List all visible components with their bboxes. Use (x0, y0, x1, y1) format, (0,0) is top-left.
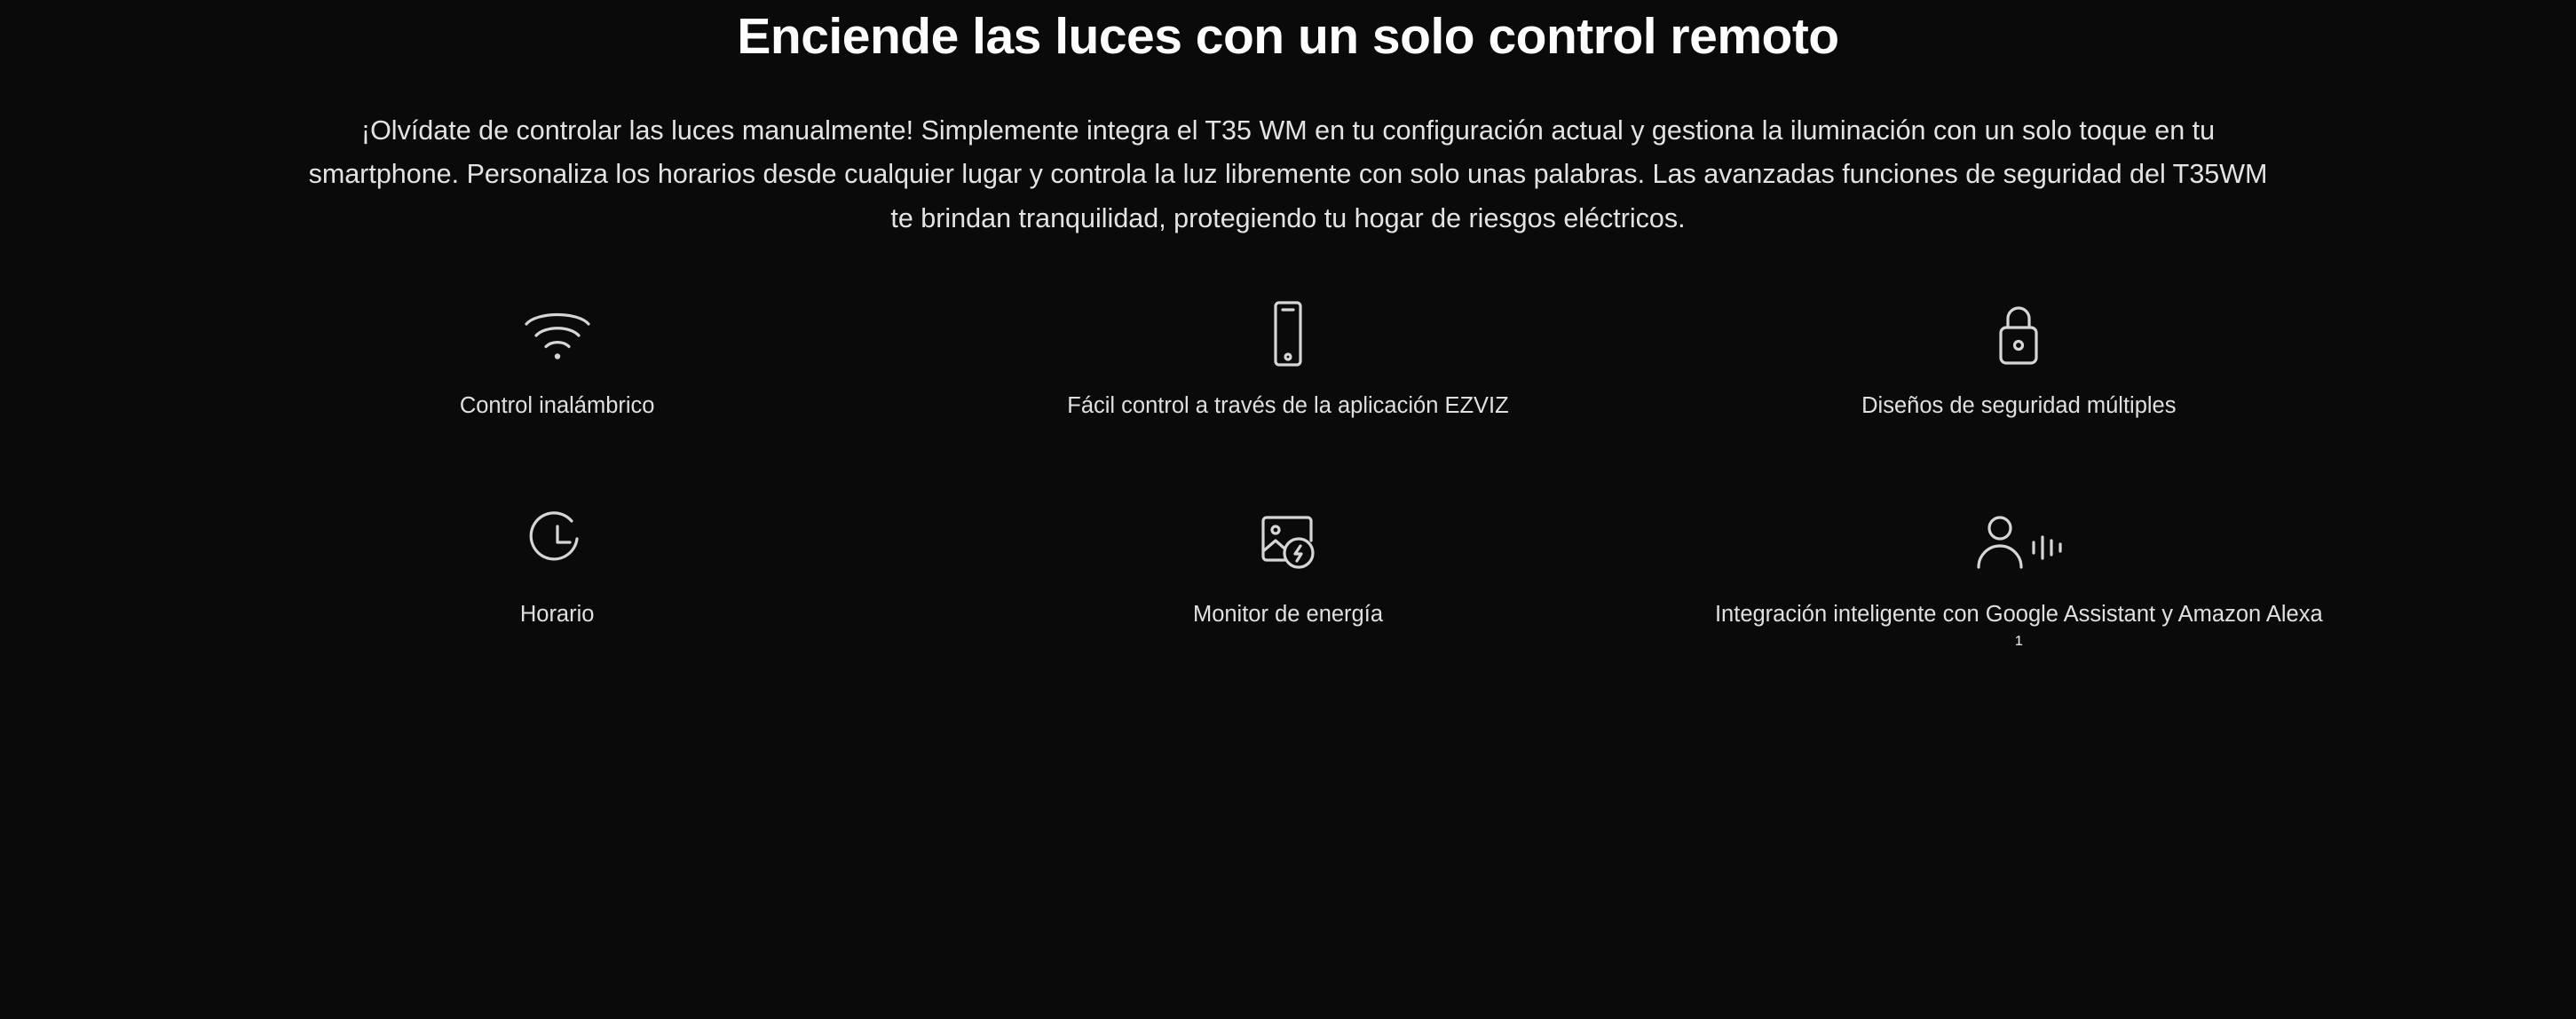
smartphone-icon (1260, 296, 1316, 372)
feature-label: Integración inteligente con Google Assistant y Amazon Alexa ¹ (1714, 601, 2323, 657)
page-title: Enciende las luces con un solo control remoto (737, 8, 1839, 65)
feature-item-app-control (922, 296, 1653, 504)
feature-item-security-designs (1654, 296, 2384, 504)
feature-item-schedule (192, 504, 922, 713)
feature-label: Monitor de energía (1192, 601, 1384, 627)
feature-label: Horario (519, 601, 595, 627)
feature-item-voice-assistant (1654, 504, 2384, 713)
hero-description: ¡Olvídate de controlar las luces manualmente! Simplemente integra el T35 WM en tu configuración actual y gestiona la iluminación con un solo toque en tu smartphone. Personaliza los horarios desde cualquier lugar y controla la luz libremente con solo unas palabras. Las avanzadas funciones de seguridad del T35WM te brindan tranquilidad, protegiendo tu hogar de riesgos eléctricos. (308, 115, 2268, 233)
feature-label: Control inalámbrico (459, 392, 655, 418)
energy-monitor-icon (1254, 504, 1322, 581)
clock-icon (524, 504, 591, 581)
feature-item-energy-monitor (922, 504, 1653, 713)
feature-item-wireless-control (192, 296, 922, 504)
feature-label: Fácil control a través de la aplicación EZVIZ (1067, 392, 1509, 418)
wifi-icon (523, 296, 592, 372)
voice-assistant-icon (1970, 504, 2067, 581)
lock-icon (1987, 296, 2051, 372)
feature-grid (192, 241, 2384, 713)
feature-label: Diseños de seguridad múltiples (1861, 392, 2177, 418)
